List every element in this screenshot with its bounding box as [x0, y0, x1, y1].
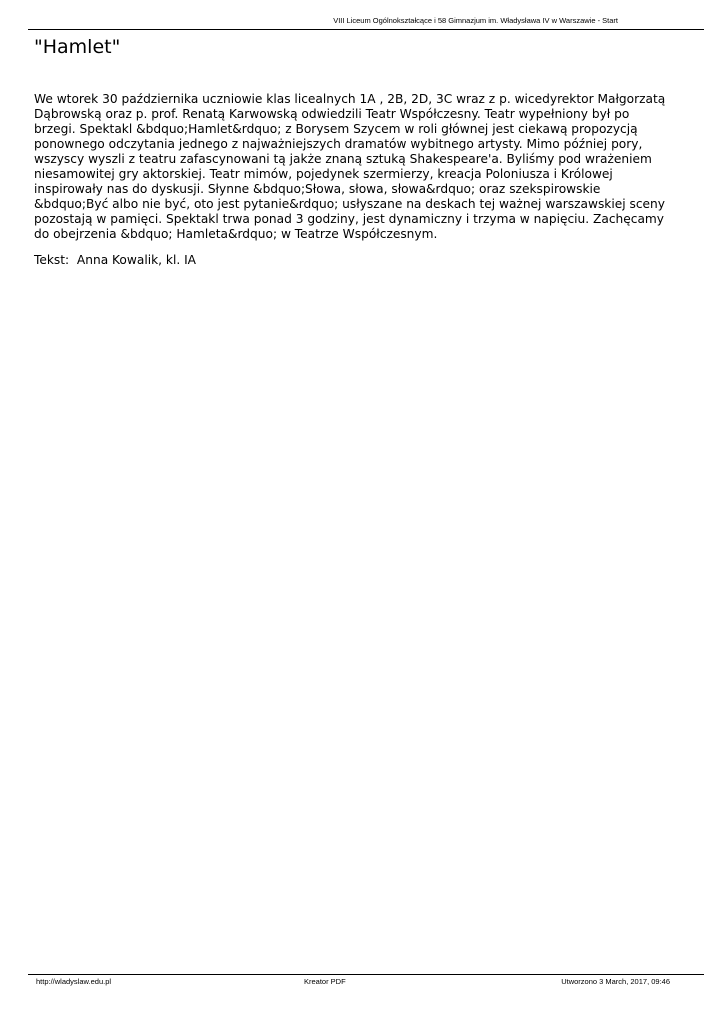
article-body	[34, 92, 674, 242]
site-title: VIII Liceum Ogólnokształcące i 58 Gimnazjum im. Władysława IV w Warszawie - Start	[333, 16, 618, 25]
article-line: inspirowały nas do dyskusji. Słynne &bdquo;Słowa, słowa, słowa&rdquo; oraz szekspirowskie	[34, 182, 601, 196]
article-line: pozostają w pamięci. Spektakl trwa ponad 3 godziny, jest dynamiczny i trzyma w napięciu. Zachęcamy	[34, 212, 665, 226]
article-title: "Hamlet"	[34, 36, 121, 58]
article-line: niesamowitej gry aktorskiej. Teatr mimów, pojedynek szermierzy, kreacja Poloniusza i Królowej	[34, 167, 613, 181]
page-footer	[28, 974, 704, 987]
article-line: ponownego odczytania jednego z najważniejszych dramatów wybitnego artysty. Mimo później pory,	[34, 137, 643, 151]
article-line: Dąbrowską oraz p. prof. Renatą Karwowską odwiedzili Teatr Współczesny. Teatr wypełniony był po	[34, 107, 630, 121]
article-line: do obejrzenia &bdquo; Hamleta&rdquo; w Teatrze Współczesnym.	[34, 227, 438, 241]
footer-generator: Kreator PDF	[304, 977, 346, 986]
page-header	[28, 14, 704, 30]
article-line: &bdquo;Być albo nie być, oto jest pytanie&rdquo; usłyszane na deskach tej ważnej warszawskiej sceny	[34, 197, 665, 211]
footer-url-link[interactable]: http://wladyslaw.edu.pl	[36, 977, 112, 986]
footer-created-date: Utworzono 3 March, 2017, 09:46	[561, 977, 670, 986]
article-line: We wtorek 30 października uczniowie klas licealnych 1A , 2B, 2D, 3C wraz z p. wicedyrektor Małgorzatą	[34, 92, 666, 106]
article-line: brzegi. Spektakl &bdquo;Hamlet&rdquo; z Borysem Szycem w roli głównej jest ciekawą propozycją	[34, 122, 638, 136]
article-line: wszyscy wyszli z teatru zafascynowani tą jakże znaną sztuką Shakespeare'a. Byliśmy pod wrażeniem	[34, 152, 652, 166]
article-author: Tekst: Anna Kowalik, kl. IA	[34, 253, 197, 267]
